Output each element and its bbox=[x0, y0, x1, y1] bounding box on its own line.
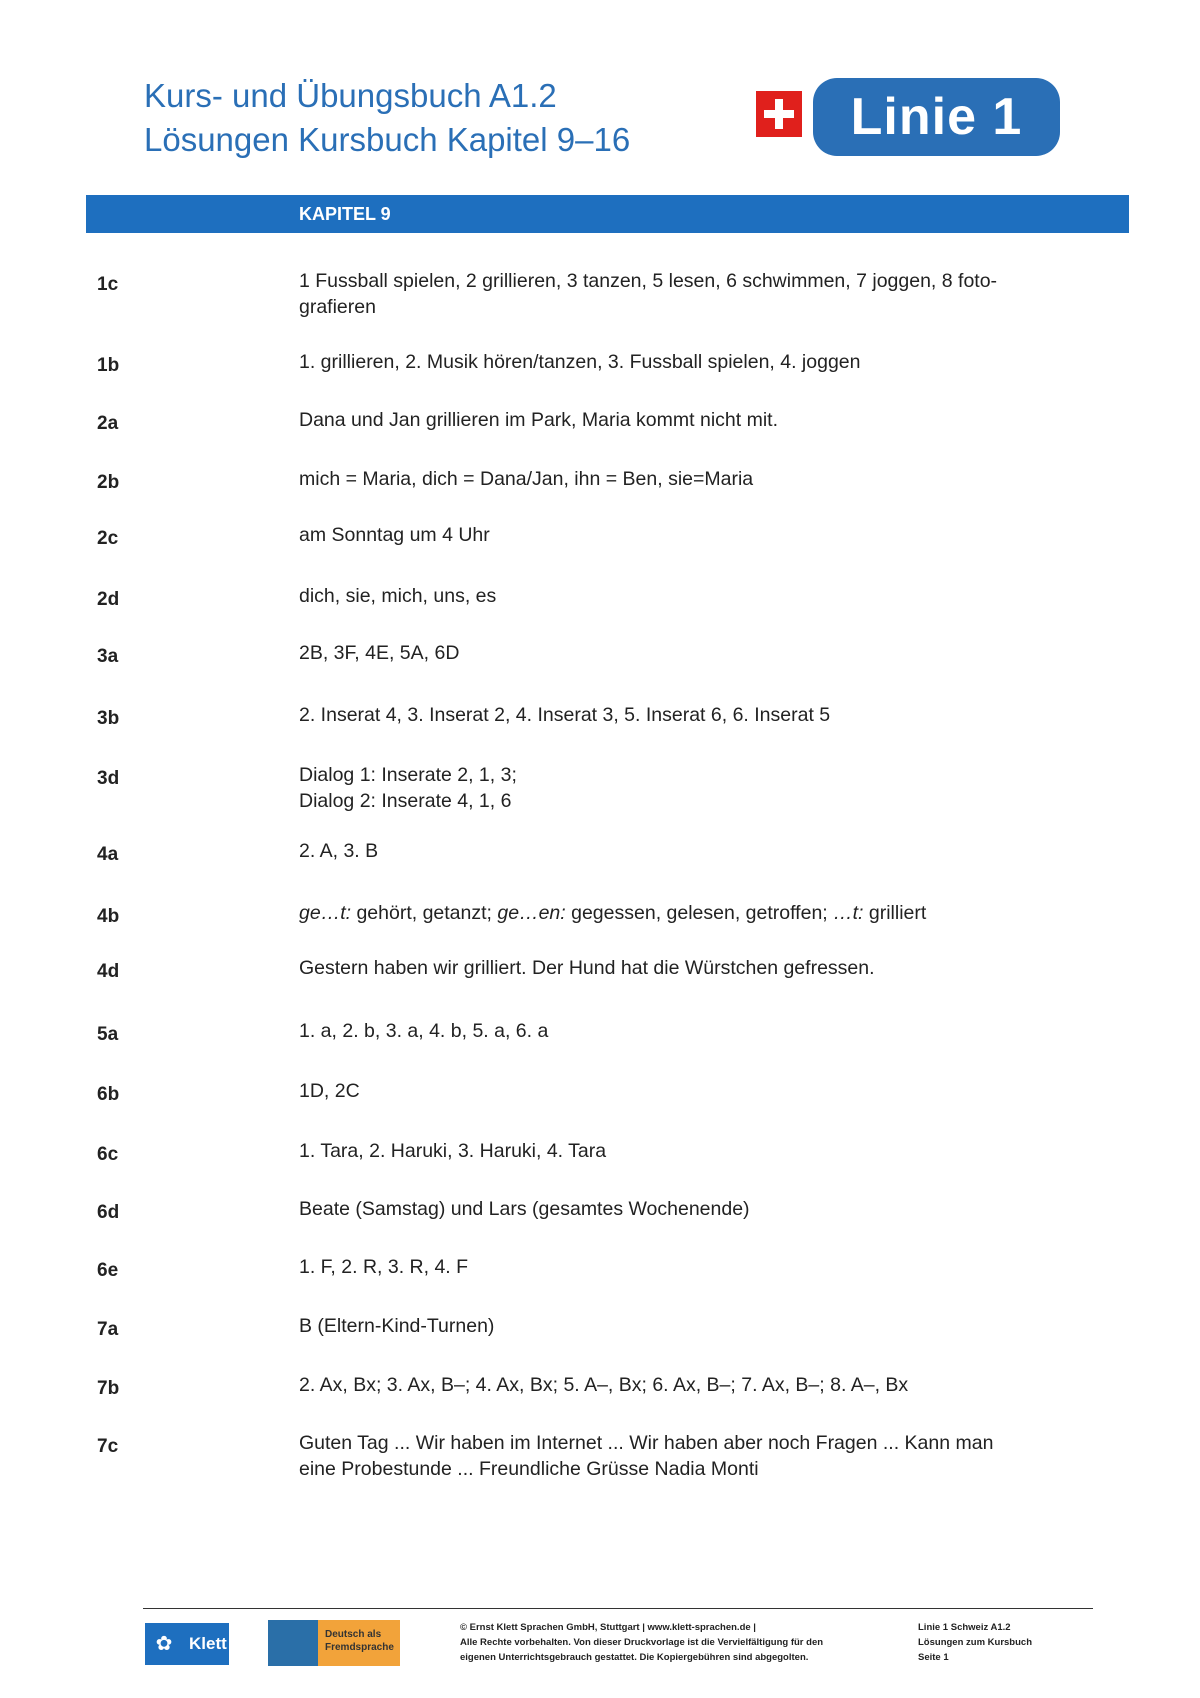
title-line-1: Kurs- und Übungsbuch A1.2 bbox=[144, 77, 557, 114]
exercise-number: 4b bbox=[97, 906, 120, 927]
answer-line: 1 Fussball spielen, 2 grillieren, 3 tanzen, 5 lesen, 6 schwimmen, 7 joggen, 8 foto- bbox=[299, 270, 998, 292]
answer-line: 2. Inserat 4, 3. Inserat 2, 4. Inserat 3, 5. Inserat 6, 6. Inserat 5 bbox=[299, 704, 831, 726]
answer-text bbox=[299, 466, 1129, 492]
answer-text bbox=[299, 1254, 1129, 1280]
answer-line: mich = Maria, dich = Dana/Jan, ihn = Ben, sie=Maria bbox=[299, 468, 754, 490]
answer-pattern: …t: bbox=[833, 902, 864, 924]
answer-text bbox=[299, 583, 1129, 609]
daf-logo bbox=[268, 1620, 400, 1666]
title-line-2: Lösungen Kursbuch Kapitel 9–16 bbox=[144, 121, 631, 158]
footer-copyright-line: eigenen Unterrichtsgebrauch gestattet. Die Kopiergebühren sind abgegolten. bbox=[460, 1652, 809, 1663]
exercise-number: 1b bbox=[97, 355, 120, 376]
answer-line: 1. grillieren, 2. Musik hören/tanzen, 3. Fussball spielen, 4. joggen bbox=[299, 351, 861, 373]
answer-text bbox=[299, 1196, 1129, 1222]
answer-line: 2. Ax, Bx; 3. Ax, B–; 4. Ax, Bx; 5. A–, Bx; 6. Ax, B–; 7. Ax, B–; 8. A–, Bx bbox=[299, 1374, 909, 1396]
exercise-number: 7b bbox=[97, 1378, 120, 1399]
answer-line: 2. A, 3. B bbox=[299, 840, 379, 862]
exercise-number: 6d bbox=[97, 1202, 120, 1223]
answer-line: 1. F, 2. R, 3. R, 4. F bbox=[299, 1256, 469, 1278]
answer-line: dich, sie, mich, uns, es bbox=[299, 585, 497, 607]
exercise-number: 6c bbox=[97, 1144, 119, 1165]
answer-line bbox=[299, 900, 1129, 926]
klett-logo bbox=[145, 1623, 229, 1665]
answer-pattern: ge…en: bbox=[497, 902, 566, 924]
exercise-number: 3a bbox=[97, 646, 119, 667]
exercise-number: 2a bbox=[97, 413, 119, 434]
daf-logo-text: Deutsch als Fremdsprache bbox=[325, 1629, 394, 1653]
answer-line: Gestern haben wir grilliert. Der Hund hat die Würstchen gefressen. bbox=[299, 957, 875, 979]
answer-segment: gehört, getanzt; bbox=[351, 902, 498, 924]
answer-text bbox=[299, 900, 1129, 926]
chapter-title: KAPITEL 9 bbox=[299, 204, 391, 224]
footer-copyright-line: Alle Rechte vorbehalten. Von dieser Druckvorlage ist die Vervielfältigung für den bbox=[460, 1637, 824, 1648]
answer-text bbox=[299, 1018, 1129, 1044]
answer-line: 1D, 2C bbox=[299, 1080, 360, 1102]
answer-segment: gegessen, gelesen, getroffen; bbox=[565, 902, 834, 924]
answer-line: grafieren bbox=[299, 296, 376, 318]
answer-text bbox=[299, 955, 1129, 981]
exercise-number: 3d bbox=[97, 768, 120, 789]
answer-text bbox=[299, 1078, 1129, 1104]
logo-text: Linie 1 bbox=[813, 78, 1060, 156]
answer-text bbox=[299, 1313, 1129, 1339]
answer-text bbox=[299, 268, 1129, 320]
linie-1-logo bbox=[756, 78, 1060, 156]
exercise-number: 7c bbox=[97, 1436, 119, 1457]
exercise-number: 6e bbox=[97, 1260, 119, 1281]
exercise-number: 2c bbox=[97, 528, 119, 549]
answer-line: am Sonntag um 4 Uhr bbox=[299, 524, 490, 546]
exercise-number: 2d bbox=[97, 589, 120, 610]
answer-text bbox=[299, 1430, 1129, 1482]
answer-line: 1. Tara, 2. Haruki, 3. Haruki, 4. Tara bbox=[299, 1140, 607, 1162]
answer-line: Guten Tag ... Wir haben im Internet ... Wir haben aber noch Fragen ... Kann man bbox=[299, 1432, 994, 1454]
klett-logo-text: Klett bbox=[189, 1634, 227, 1653]
answer-text bbox=[299, 1372, 1129, 1398]
answer-line: eine Probestunde ... Freundliche Grüsse Nadia Monti bbox=[299, 1458, 759, 1480]
answer-line: B (Eltern-Kind-Turnen) bbox=[299, 1315, 495, 1337]
daf-logo-orange-block bbox=[318, 1620, 400, 1666]
answer-segment: grilliert bbox=[863, 902, 927, 924]
answer-text bbox=[299, 1138, 1129, 1164]
answer-text bbox=[299, 640, 1129, 666]
exercise-number: 3b bbox=[97, 708, 120, 729]
footer-copyright-line: © Ernst Klett Sprachen GmbH, Stuttgart | www.klett-sprachen.de | bbox=[460, 1622, 756, 1633]
daf-logo-blue-block bbox=[268, 1620, 318, 1666]
exercise-number: 4a bbox=[97, 844, 119, 865]
answer-line: Dialog 2: Inserate 4, 1, 6 bbox=[299, 790, 512, 812]
answer-line: Dialog 1: Inserate 2, 1, 3; bbox=[299, 764, 517, 786]
exercise-number: 4d bbox=[97, 961, 120, 982]
document-title bbox=[144, 74, 630, 162]
footer-divider bbox=[143, 1608, 1093, 1609]
answer-text bbox=[299, 762, 1129, 814]
answer-pattern: ge…t: bbox=[299, 902, 352, 924]
answer-text bbox=[299, 349, 1129, 375]
swiss-flag-icon bbox=[756, 91, 802, 137]
answer-text bbox=[299, 838, 1129, 864]
answer-text bbox=[299, 522, 1129, 548]
footer-copyright bbox=[460, 1620, 890, 1665]
klett-fleur-icon: ✿ bbox=[155, 1633, 173, 1655]
exercise-number: 1c bbox=[97, 274, 119, 295]
footer-book-title: Linie 1 Schweiz A1.2 bbox=[918, 1622, 1011, 1633]
footer-page-info bbox=[918, 1620, 1088, 1665]
exercise-number: 7a bbox=[97, 1319, 119, 1340]
answer-text bbox=[299, 702, 1129, 728]
answer-line: Dana und Jan grillieren im Park, Maria kommt nicht mit. bbox=[299, 409, 778, 431]
footer-page-number: Seite 1 bbox=[918, 1652, 949, 1663]
answer-text bbox=[299, 407, 1129, 433]
exercise-number: 2b bbox=[97, 472, 120, 493]
chapter-header-bar bbox=[86, 195, 1129, 233]
answer-line: Beate (Samstag) und Lars (gesamtes Wochenende) bbox=[299, 1198, 750, 1220]
answer-line: 2B, 3F, 4E, 5A, 6D bbox=[299, 642, 460, 664]
answer-line: 1. a, 2. b, 3. a, 4. b, 5. a, 6. a bbox=[299, 1020, 549, 1042]
exercise-number: 6b bbox=[97, 1084, 120, 1105]
footer-section: Lösungen zum Kursbuch bbox=[918, 1637, 1032, 1648]
exercise-number: 5a bbox=[97, 1024, 119, 1045]
